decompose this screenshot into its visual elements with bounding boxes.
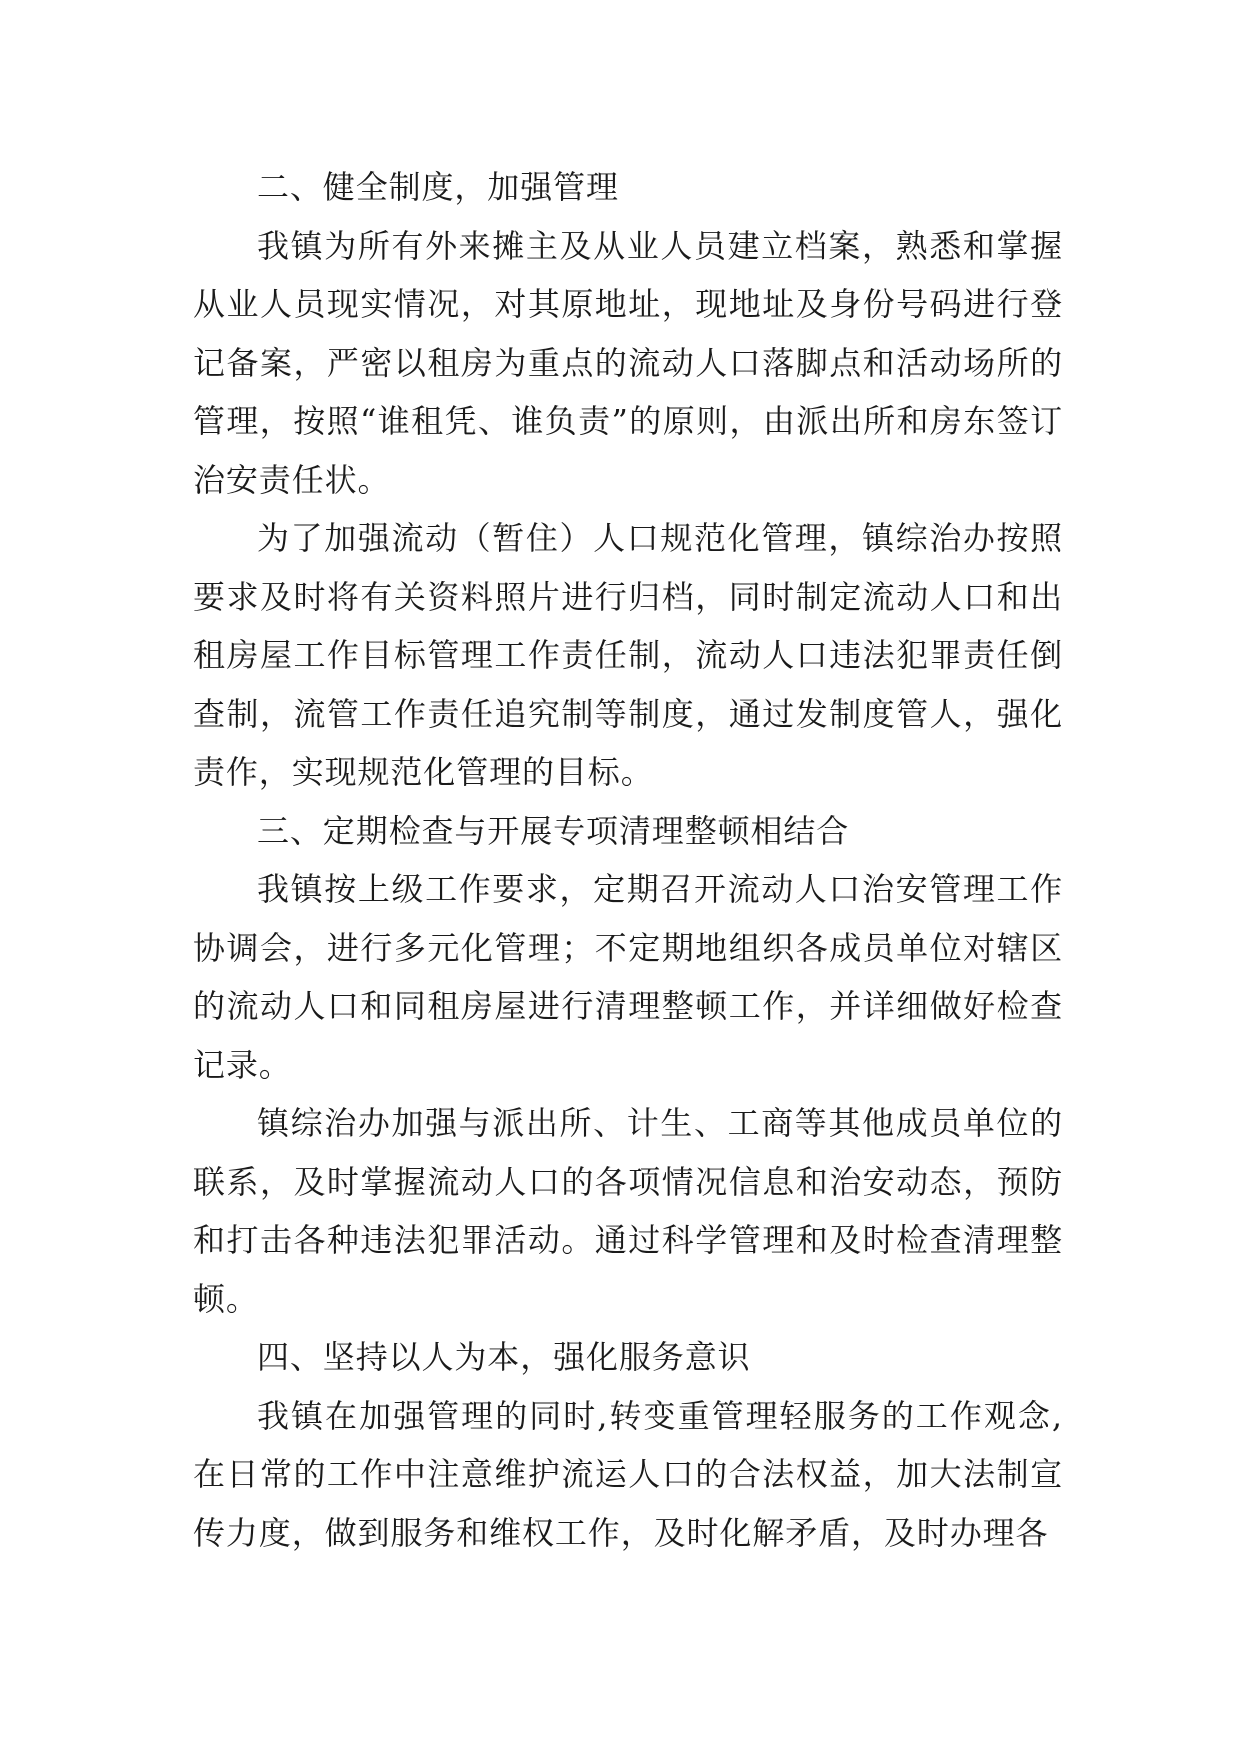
section-heading-4: 四、坚持以人为本，强化服务意识 (257, 1338, 751, 1376)
section-heading-3: 三、定期检查与开展专项清理整顿相结合 (257, 811, 850, 850)
paragraph-standardization: 为了加强流动（暂住）人口规范化管理，镇综治办按照要求及时将有关资料照片进行归档，同时制定流动人口和出租房屋工作目标管理工作责任制，流动人口违法犯罪责任倒查制，流管工作责任追究制等制度，通过发制度管人，强化责作，实现规范化管理的目标。 (193, 519, 1063, 791)
paragraph-registration: 我镇为所有外来摊主及从业人员建立档案，熟悉和掌握从业人员现实情况，对其原地址，现地址及身份号码进行登记备案，严密以租房为重点的流动人口落脚点和活动场所的管理，按照“谁租凭、谁负责”的原则，由派出所和房东签订治安责任状。 (193, 226, 1063, 499)
paragraph-coordination: 镇综治办加强与派出所、计生、工商等其他成员单位的联系，及时掌握流动人口的各项情况信息和治安动态，预防和打击各种违法犯罪活动。通过科学管理和及时检查清理整顿。 (193, 1104, 1063, 1318)
paragraph-service: 我镇在加强管理的同时,转变重管理轻服务的工作观念,在日常的工作中注意维护流运人口的合法权益，加大法制宣传力度，做到服务和维权工作，及时化解矛盾，及时办理各 (193, 1396, 1063, 1552)
paragraph-inspection: 我镇按上级工作要求，定期召开流动人口治安管理工作协调会，进行多元化管理；不定期地组织各成员单位对辖区的流动人口和同租房屋进行清理整顿工作，并详细做好检查记录。 (193, 870, 1063, 1084)
section-heading-2: 二、健全制度，加强管理 (257, 168, 619, 206)
document-body (193, 158, 1063, 1562)
